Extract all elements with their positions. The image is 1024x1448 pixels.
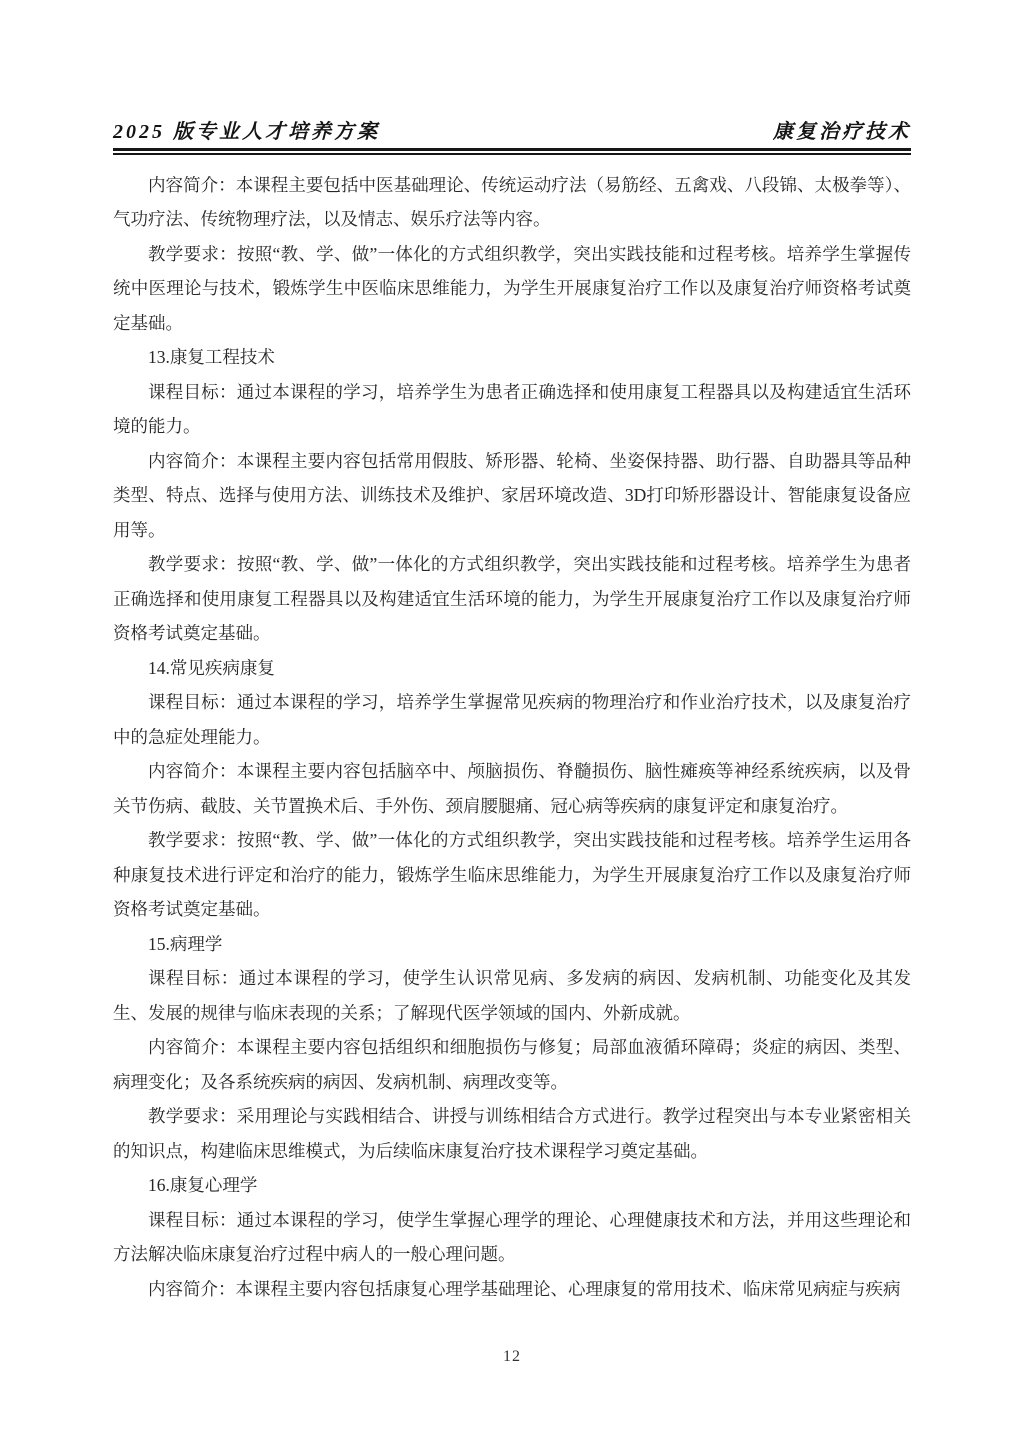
paragraph: 课程目标：通过本课程的学习，使学生掌握心理学的理论、心理健康技术和方法，并用这些理论和方法解决临床康复治疗过程中病人的一般心理问题。 — [113, 1209, 911, 1264]
paragraph: 内容简介：本课程主要内容包括常用假肢、矫形器、轮椅、坐姿保持器、助行器、自助器具等品种类型、特点、选择与使用方法、训练技术及维护、家居环境改造、3D打印矫形器设计、智能康复设备应用等。 — [113, 450, 911, 540]
paragraph: 课程目标：通过本课程的学习，培养学生掌握常见疾病的物理治疗和作业治疗技术，以及康复治疗中的急症处理能力。 — [113, 692, 911, 747]
paragraph: 内容简介：本课程主要内容包括组织和细胞损伤与修复；局部血液循环障碍；炎症的病因、类型、病理变化；及各系统疾病的病因、发病机制、病理改变等。 — [113, 1037, 911, 1092]
paragraph: 内容简介：本课程主要内容包括脑卒中、颅脑损伤、脊髓损伤、脑性瘫痪等神经系统疾病，以及骨关节伤病、截肢、关节置换术后、手外伤、颈肩腰腿痛、冠心病等疾病的康复评定和康复治疗。 — [113, 761, 911, 816]
paragraph: 课程目标：通过本课程的学习，培养学生为患者正确选择和使用康复工程器具以及构建适宜生活环境的能力。 — [113, 381, 911, 436]
page-footer — [0, 1348, 1024, 1366]
document-body — [113, 168, 911, 1307]
paragraph: 教学要求：按照“教、学、做”一体化的方式组织教学，突出实践技能和过程考核。培养学生运用各种康复技术进行评定和治疗的能力，锻炼学生临床思维能力，为学生开展康复治疗工作以及康复治疗师资格考试奠定基础。 — [113, 830, 911, 919]
section-heading: 16.康复心理学 — [148, 1175, 258, 1195]
section-heading: 13.康复工程技术 — [148, 347, 275, 367]
rule-bottom-line — [113, 153, 911, 155]
paragraph: 课程目标：通过本课程的学习，使学生认识常见病、多发病的病因、发病机制、功能变化及其发生、发展的规律与临床表现的关系；了解现代医学领域的国内、外新成就。 — [113, 968, 911, 1023]
paragraph: 内容简介：本课程主要内容包括康复心理学基础理论、心理康复的常用技术、临床常见病症与疾病 — [148, 1278, 901, 1299]
section-heading: 15.病理学 — [148, 933, 223, 954]
rule-top-line — [113, 148, 911, 151]
paragraph: 内容简介：本课程主要包括中医基础理论、传统运动疗法（易筋经、五禽戏、八段锦、太极拳等）、气功疗法、传统物理疗法，以及情志、娱乐疗法等内容。 — [113, 174, 911, 229]
paragraph: 教学要求：按照“教、学、做”一体化的方式组织教学，突出实践技能和过程考核。培养学生掌握传统中医理论与技术，锻炼学生中医临床思维能力，为学生开展康复治疗工作以及康复治疗师资格考试奠定基础。 — [113, 243, 911, 333]
header-right-title: 康复治疗技术 — [773, 121, 911, 143]
paragraph: 教学要求：按照“教、学、做”一体化的方式组织教学，突出实践技能和过程考核。培养学生为患者正确选择和使用康复工程器具以及构建适宜生活环境的能力，为学生开展康复治疗工作以及康复治疗师资格考试奠定基础。 — [113, 554, 911, 643]
page-number: 12 — [503, 1348, 521, 1365]
paragraph: 教学要求：采用理论与实践相结合、讲授与训练相结合方式进行。教学过程突出与本专业紧密相关的知识点，构建临床思维模式，为后续临床康复治疗技术课程学习奠定基础。 — [113, 1106, 911, 1161]
header-left-title: 2025 版专业人才培养方案 — [113, 121, 380, 143]
header-double-rule — [113, 148, 911, 155]
section-heading: 14.常见疾病康复 — [148, 657, 275, 678]
running-header — [113, 120, 911, 144]
